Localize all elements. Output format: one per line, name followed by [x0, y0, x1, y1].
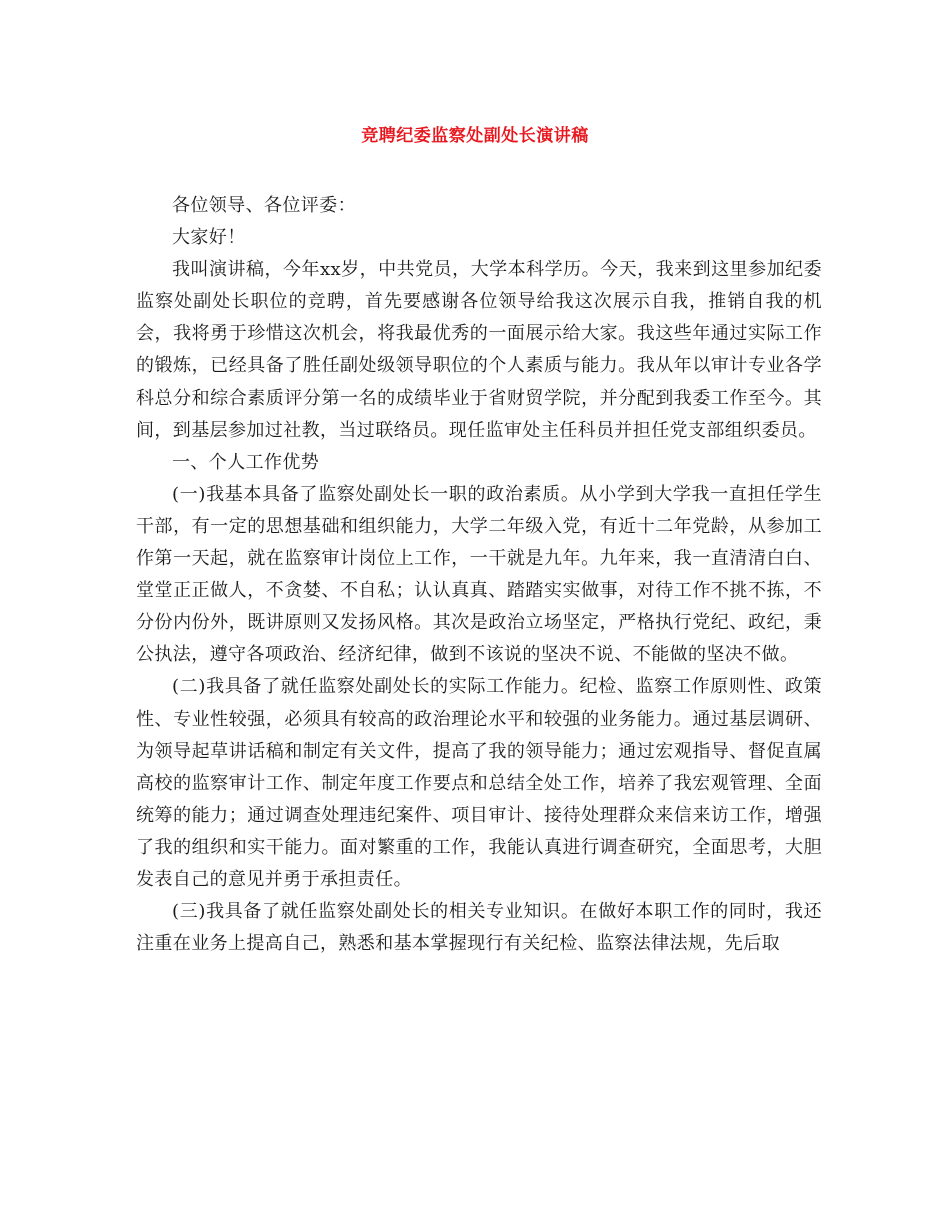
paragraph-political-quality: (一)我基本具备了监察处副处长一职的政治素质。从小学到大学我一直担任学生干部，有一定的思想基础和组织能力，大学二年级入党，有近十二年党龄，从参加工作第一天起，就在监察审计岗位上工作，一干就是九年。九年来，我一直清清白白、堂堂正正做人，不贪婪、不自私；认认真真、踏踏实实做事，对待工作不挑不拣，不分份内份外，既讲原则又发扬风格。其次是政治立场坚定，严格执行党纪、政纪，秉公执法，遵守各项政治、经济纪律，做到不该说的坚决不说、不能做的坚决不做。	[136, 483, 822, 666]
document-title: 竞聘纪委监察处副处长演讲稿	[361, 126, 589, 146]
document-body	[136, 190, 822, 960]
paragraph-introduction: 我叫演讲稿，今年xx岁，中共党员，大学本科学历。今天，我来到这里参加纪委监察处副处长职位的竞聘，首先要感谢各位领导给我这次展示自我，推销自我的机会，我将勇于珍惜这次机会，将我最优秀的一面展示给大家。我这些年通过实际工作的锻炼，已经具备了胜任副处级领导职位的个人素质与能力。我从年以审计专业各学科总分和综合素质评分第一名的成绩毕业于省财贸学院，并分配到我委工作至今。其间，到基层参加过社教，当过联络员。现任监审处主任科员并担任党支部组织委员。	[136, 259, 822, 441]
paragraph-work-ability: (二)我具备了就任监察处副处长的实际工作能力。纪检、监察工作原则性、政策性、专业性较强，必须具有较高的政治理论水平和较强的业务能力。通过基层调研、为领导起草讲话稿和制定有关文件，提高了我的领导能力；通过宏观指导、督促直属高校的监察审计工作、制定年度工作要点和总结全处工作，培养了我宏观管理、全面统筹的能力；通过调查处理违纪案件、项目审计、接待处理群众来信来访工作，增强了我的组织和实干能力。面对繁重的工作，我能认真进行调查研究，全面思考，大胆发表自己的意见并勇于承担责任。	[136, 676, 822, 890]
salutation: 各位领导、各位评委：	[172, 195, 356, 216]
section-heading-advantages: 一、个人工作优势	[172, 451, 320, 473]
paragraph-professional-knowledge: (三)我具备了就任监察处副处长的相关专业知识。在做好本职工作的同时，我还注重在业务上提高自己，熟悉和基本掌握现行有关纪检、监察法律法规，先后取	[136, 901, 822, 955]
greeting: 大家好！	[172, 227, 246, 249]
